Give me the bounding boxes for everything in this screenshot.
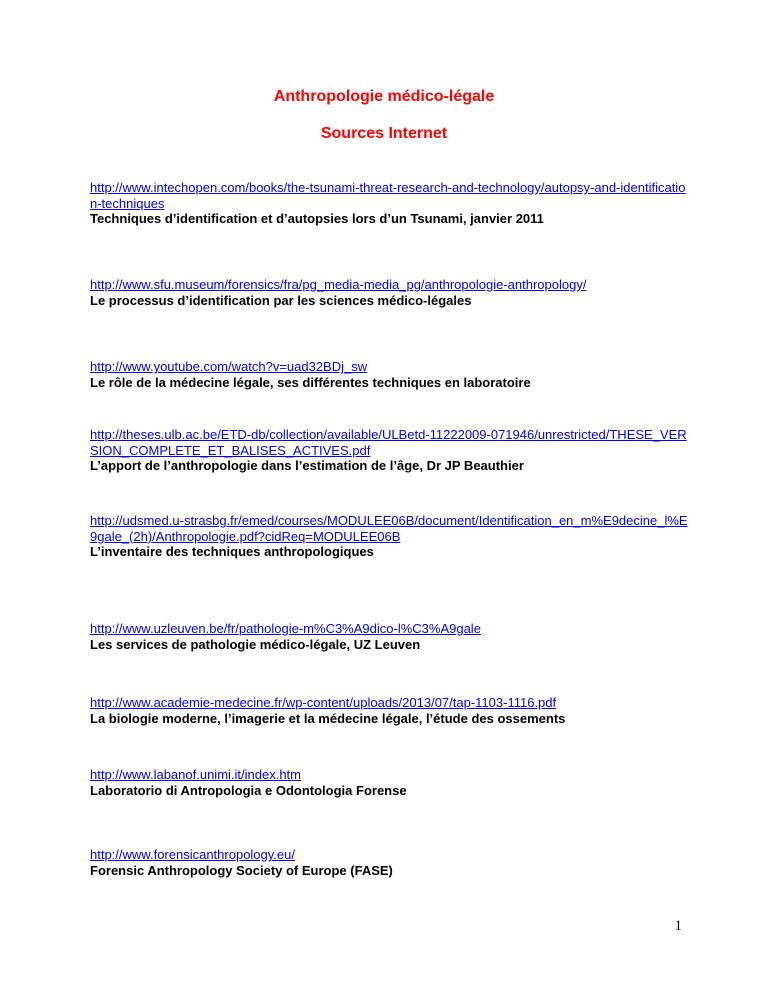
source-entry	[90, 359, 690, 390]
source-link[interactable]: http://theses.ulb.ac.be/ETD-db/collection/available/ULBetd-11222009-071946/unrestricted/THESE_VERSION_COMPLETE_ET_BALISES_ACTIVES.pdf	[90, 427, 687, 458]
source-description: L’inventaire des techniques anthropologiques	[90, 544, 374, 559]
source-entry	[90, 513, 690, 560]
source-description: Les services de pathologie médico-légale, UZ Leuven	[90, 636, 421, 652]
page-title: Anthropologie médico-légale	[273, 88, 495, 105]
source-entry	[90, 621, 690, 652]
source-description: La biologie moderne, l’imagerie et la médecine légale, l’étude des ossements	[90, 710, 566, 726]
source-entry	[90, 767, 690, 798]
source-link[interactable]: http://www.sfu.museum/forensics/fra/pg_media-media_pg/anthropologie-anthropology/	[90, 277, 587, 292]
source-entry	[90, 277, 690, 308]
source-link[interactable]: http://www.uzleuven.be/fr/pathologie-m%C3%A9dico-l%C3%A9gale	[90, 621, 481, 636]
source-entry	[90, 427, 690, 474]
source-description: Le rôle de la médecine légale, ses différentes techniques en laboratoire	[90, 374, 531, 390]
source-link[interactable]: http://www.labanof.unimi.it/index.htm	[90, 767, 301, 782]
source-link[interactable]: http://www.academie-medecine.fr/wp-content/uploads/2013/07/tap-1103-1116.pdf	[90, 695, 557, 710]
source-link[interactable]: http://www.youtube.com/watch?v=uad32BDj_sw	[90, 359, 368, 374]
source-description: Le processus d’identification par les sciences médico-légales	[90, 292, 472, 308]
source-link[interactable]: http://www.forensicanthropology.eu/	[90, 847, 295, 862]
page-number: 1	[674, 918, 682, 934]
source-entry	[90, 695, 690, 726]
source-description: Laboratorio di Antropologia e Odontologia Forense	[90, 782, 407, 798]
source-description: L’apport de l’anthropologie dans l’estimation de l’âge, Dr JP Beauthier	[90, 458, 524, 473]
source-description: Techniques d’identification et d’autopsies lors d’un Tsunami, janvier 2011	[90, 211, 544, 226]
source-entry	[90, 180, 690, 227]
source-entry	[90, 847, 690, 878]
source-description: Forensic Anthropology Society of Europe (FASE)	[90, 862, 393, 878]
source-link[interactable]: http://udsmed.u-strasbg.fr/emed/courses/MODULEE06B/document/Identification_en_m%E9decine_l%E9gale_(2h)/Anthropologie.pdf?cidReq=MODULEE06B	[90, 513, 688, 544]
page-subtitle: Sources Internet	[320, 125, 448, 142]
source-link[interactable]: http://www.intechopen.com/books/the-tsunami-threat-research-and-technology/autopsy-and-identification-techniques	[90, 180, 686, 211]
